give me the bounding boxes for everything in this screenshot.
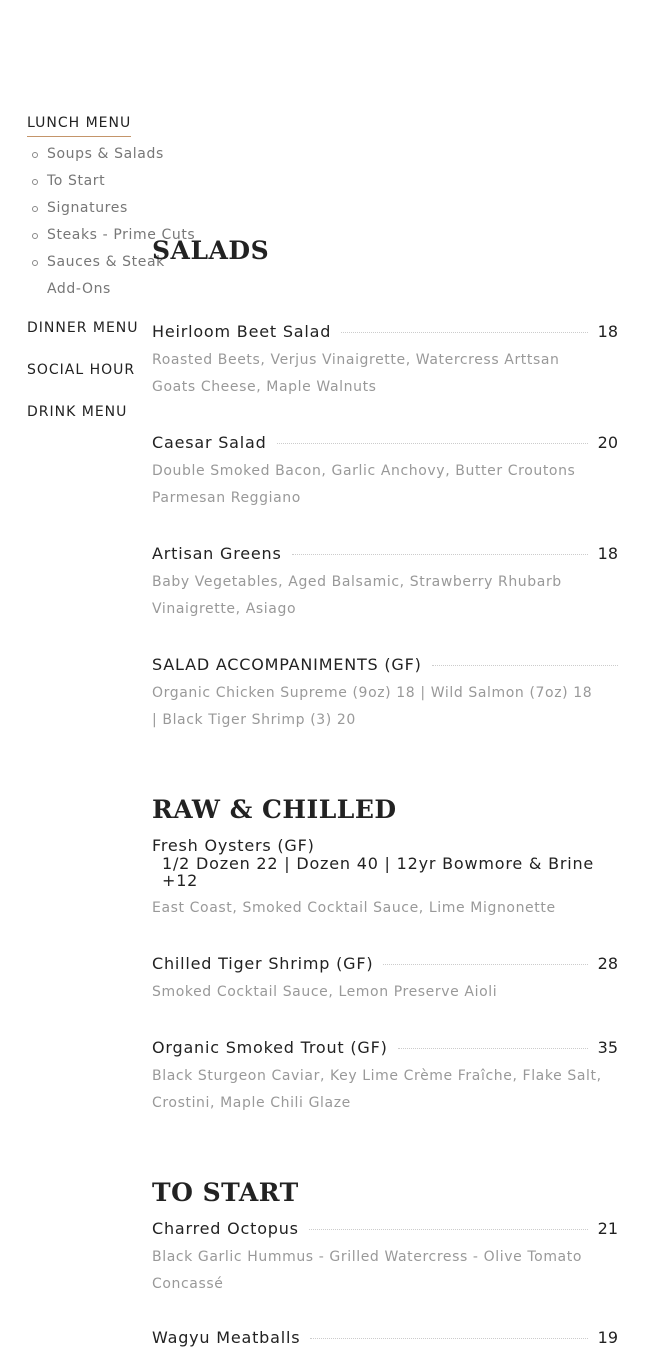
item-description: Smoked Cocktail Sauce, Lemon Preserve Aioli: [152, 984, 498, 1000]
item-name: Artisan Greens: [152, 544, 282, 563]
item-name: Caesar Salad: [152, 433, 267, 452]
dot-leader: [292, 554, 588, 555]
item-description: Organic Chicken Supreme (9oz) 18 | Wild Salmon (7oz) 18 | Black Tiger Shrimp (3) 20: [152, 685, 593, 728]
bullet-icon: [32, 206, 38, 212]
item-name: Heirloom Beet Salad: [152, 322, 332, 341]
bullet-icon: [32, 179, 38, 185]
item-name: Chilled Tiger Shrimp (GF): [152, 954, 374, 973]
item-name: Organic Smoked Trout (GF): [152, 1038, 388, 1057]
nav-dinner-menu[interactable]: DINNER MENU: [27, 320, 139, 336]
item-price: 21: [597, 1219, 618, 1238]
nav-social-hour[interactable]: SOCIAL HOUR: [27, 362, 136, 378]
menu-item: [152, 836, 618, 922]
menu-item: [152, 433, 618, 512]
dot-leader: [383, 964, 587, 965]
menu-item: [152, 322, 618, 401]
menu-item: [152, 1219, 618, 1298]
item-name: Wagyu Meatballs: [152, 1328, 301, 1347]
item-options: 1/2 Dozen 22 | Dozen 40 | 12yr Bowmore & Brine +12: [162, 854, 595, 890]
bullet-icon: [32, 260, 38, 266]
lunch-submenu: [27, 141, 227, 303]
dot-leader: [341, 332, 587, 333]
item-price: 18: [597, 544, 618, 563]
item-description: Double Smoked Bacon, Garlic Anchovy, Butter Croutons Parmesan Reggiano: [152, 463, 576, 506]
nav-soups-salads[interactable]: Soups & Salads: [27, 141, 197, 168]
menu-item: [152, 655, 618, 734]
item-description: Roasted Beets, Verjus Vinaigrette, Watercress Arttsan Goats Cheese, Maple Walnuts: [152, 352, 560, 395]
item-name: Fresh Oysters (GF): [152, 836, 315, 855]
item-description: Baby Vegetables, Aged Balsamic, Strawberry Rhubarb Vinaigrette, Asiago: [152, 574, 562, 617]
section-title-raw-chilled: RAW & CHILLED: [152, 795, 397, 824]
item-price: 35: [597, 1038, 618, 1057]
item-description: East Coast, Smoked Cocktail Sauce, Lime Mignonette: [152, 900, 556, 916]
nav-lunch-menu[interactable]: LUNCH MENU: [27, 114, 131, 137]
item-name: Charred Octopus: [152, 1219, 299, 1238]
nav-signatures[interactable]: Signatures: [27, 195, 197, 222]
menu-item: [152, 1038, 618, 1117]
nav-steaks-prime-cuts[interactable]: Steaks - Prime Cuts: [27, 222, 197, 249]
dot-leader: [398, 1048, 588, 1049]
nav-to-start[interactable]: To Start: [27, 168, 197, 195]
item-price: 28: [597, 954, 618, 973]
section-title-salads: SALADS: [152, 236, 270, 265]
item-price: 18: [597, 322, 618, 341]
menu-item: [152, 544, 618, 623]
item-name: SALAD ACCOMPANIMENTS (GF): [152, 655, 422, 674]
section-title-to-start: TO START: [152, 1178, 299, 1207]
menu-item: [152, 1328, 618, 1347]
dot-leader: [309, 1229, 588, 1230]
menu-item: [152, 954, 618, 1006]
item-description: Black Garlic Hummus - Grilled Watercress - Olive Tomato Concassé: [152, 1249, 582, 1292]
bullet-icon: [32, 233, 38, 239]
item-price: 20: [597, 433, 618, 452]
nav-sauces-steak-add-ons[interactable]: Sauces & Steak Add-Ons: [27, 249, 197, 303]
dot-leader: [277, 443, 588, 444]
item-description: Black Sturgeon Caviar, Key Lime Crème Fraîche, Flake Salt, Crostini, Maple Chili Glaze: [152, 1068, 602, 1111]
nav-drink-menu[interactable]: DRINK MENU: [27, 404, 128, 420]
dot-leader: [310, 1338, 587, 1339]
item-price: 19: [597, 1328, 618, 1347]
bullet-icon: [32, 152, 38, 158]
dot-leader: [432, 665, 618, 666]
